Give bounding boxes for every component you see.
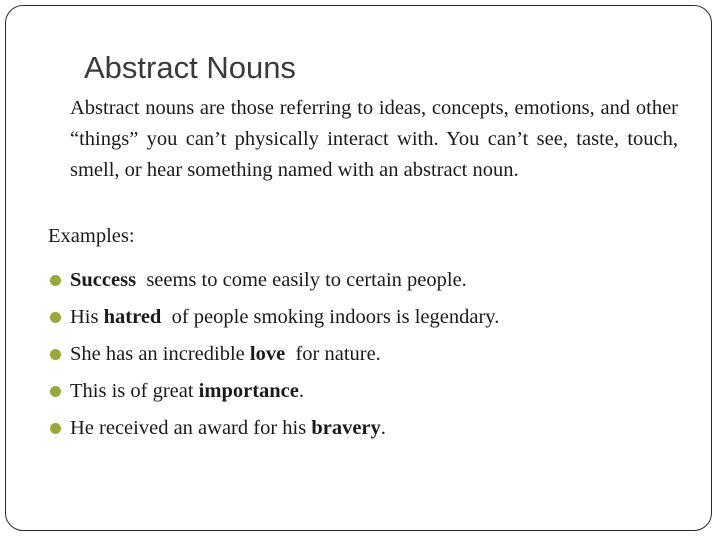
bullet-icon xyxy=(50,423,61,434)
example-before: She has an incredible xyxy=(70,343,250,365)
example-item xyxy=(50,336,499,373)
examples-label: Examples: xyxy=(48,225,135,247)
example-noun: importance xyxy=(198,380,299,402)
example-noun: love xyxy=(249,343,286,365)
example-after: . xyxy=(380,417,386,439)
example-before: This is of great xyxy=(70,380,199,402)
example-noun: hatred xyxy=(103,306,162,328)
example-item xyxy=(50,299,499,336)
bullet-icon xyxy=(50,312,61,323)
examples-list xyxy=(50,262,499,447)
bullet-icon xyxy=(50,275,61,286)
slide-title: Abstract Nouns xyxy=(84,50,296,85)
example-after: for nature. xyxy=(285,343,381,365)
example-before: He received an award for his xyxy=(70,417,312,439)
example-after: of people smoking indoors is legendary. xyxy=(161,306,500,328)
example-item xyxy=(50,373,499,410)
example-noun: Success xyxy=(70,269,137,291)
intro-paragraph: Abstract nouns are those referring to ideas, concepts, emotions, and other “things” you can’t physically interact with. You can’t see, taste, touch, smell, or hear something named with an abstract noun. xyxy=(70,97,678,181)
bullet-icon xyxy=(50,386,61,397)
example-item xyxy=(50,410,499,447)
example-noun: bravery xyxy=(311,417,381,439)
example-after: seems to come easily to certain people. xyxy=(136,269,467,291)
bullet-icon xyxy=(50,349,61,360)
example-before: His xyxy=(70,306,104,328)
slide xyxy=(5,5,712,531)
example-item xyxy=(50,262,499,299)
example-after: . xyxy=(298,380,304,402)
